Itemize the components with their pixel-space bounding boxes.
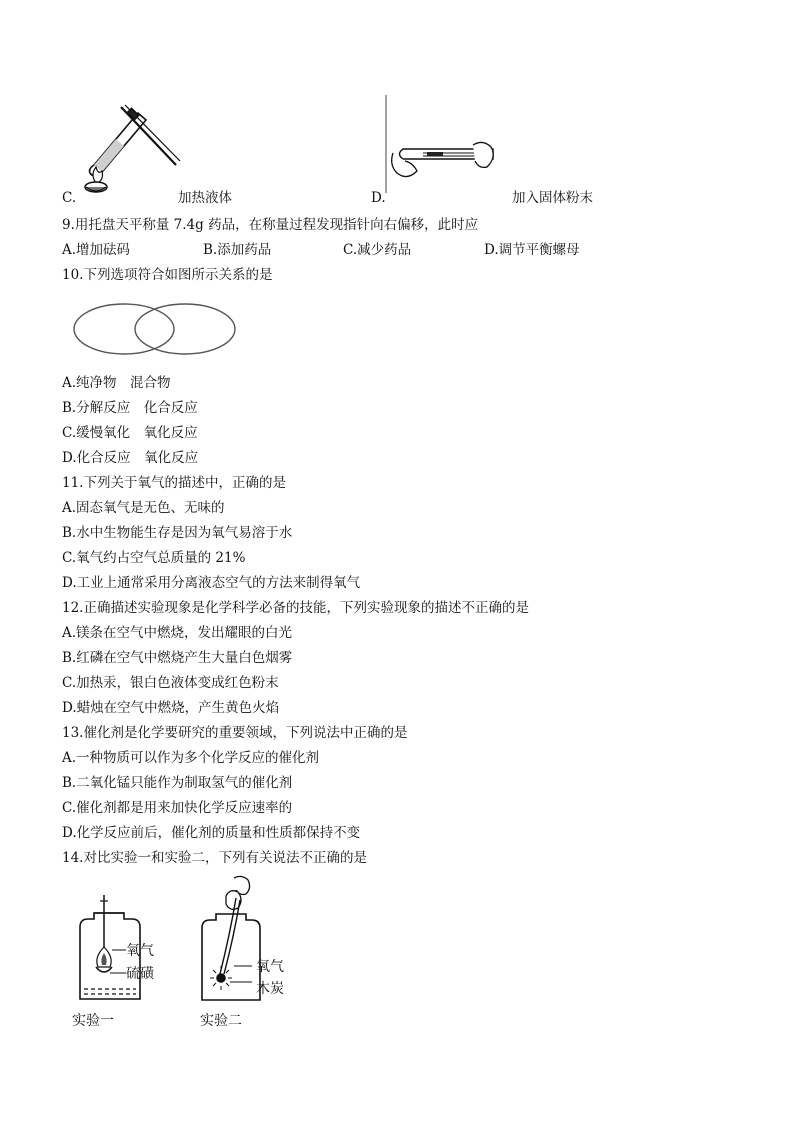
question-13-option-a[interactable]: A.一种物质可以作为多个化学反应的催化剂 [62, 750, 320, 766]
question-12-option-d[interactable]: D.蜡烛在空气中燃烧，产生黄色火焰 [62, 700, 280, 716]
question-10-stem: 10.下列选项符合如图所示关系的是 [62, 267, 273, 283]
question-10-option-c[interactable]: C.缓慢氧化 氧化反应 [62, 425, 198, 441]
question-9-option-c[interactable]: C.减少药品 [343, 242, 412, 258]
question-9-option-a[interactable]: A.增加砝码 [62, 242, 131, 258]
question-13-stem: 13.催化剂是化学要研究的重要领域，下列说法中正确的是 [62, 725, 408, 741]
question-10-option-b[interactable]: B.分解反应 化合反应 [62, 400, 198, 416]
question-11-stem: 11.下列关于氧气的描述中，正确的是 [62, 475, 286, 491]
option-c-prefix: C. [62, 190, 77, 206]
question-12-option-a[interactable]: A.镁条在空气中燃烧，发出耀眼的白光 [62, 625, 293, 641]
experiment-2-gas-label: 氧气 [256, 959, 284, 975]
question-13-option-c[interactable]: C.催化剂都是用来加快化学反应速率的 [62, 800, 293, 816]
experiment-2-title: 实验二 [200, 1013, 242, 1029]
question-13-option-b[interactable]: B.二氧化锰只能作为制取氢气的催化剂 [62, 775, 293, 791]
question-11-option-a[interactable]: A.固态氧气是无色、无味的 [62, 500, 225, 516]
question-11-option-b[interactable]: B.水中生物能生存是因为氧气易溶于水 [62, 525, 293, 541]
question-10-option-a[interactable]: A.纯净物 混合物 [62, 375, 171, 391]
question-11-option-d[interactable]: D.工业上通常采用分离液态空气的方法来制得氧气 [62, 575, 361, 591]
question-12-option-c[interactable]: C.加热汞，银白色液体变成红色粉末 [62, 675, 279, 691]
question-14-stem: 14.对比实验一和实验二，下列有关说法不正确的是 [62, 850, 367, 866]
option-d-prefix: D. [371, 190, 386, 206]
experiment-1-substance-label: 硫磺 [126, 966, 154, 982]
question-9-option-b[interactable]: B.添加药品 [203, 242, 272, 258]
experiment-2-substance-label: 木炭 [256, 981, 284, 997]
overlapping-ellipses-diagram [72, 300, 242, 358]
experiment-1-gas-label: 氧气 [126, 943, 154, 959]
experiment-1-illustration [66, 895, 176, 1005]
question-11-option-c[interactable]: C.氧气约占空气总质量的 21% [62, 550, 246, 566]
experiment-1-title: 实验一 [72, 1013, 114, 1029]
option-c-caption: 加热液体 [178, 190, 232, 206]
question-13-option-d[interactable]: D.化学反应前后，催化剂的质量和性质都保持不变 [62, 825, 361, 841]
option-d-caption: 加入固体粉末 [512, 190, 593, 206]
question-9-stem: 9.用托盘天平称量 7.4g 药品，在称量过程发现指针向右偏移，此时应 [62, 217, 479, 233]
question-9-option-d[interactable]: D.调节平衡螺母 [484, 242, 580, 258]
question-10-option-d[interactable]: D.化合反应 氧化反应 [62, 450, 199, 466]
question-12-stem: 12.正确描述实验现象是化学科学必备的技能，下列实验现象的描述不正确的是 [62, 600, 529, 616]
question-12-option-b[interactable]: B.红磷在空气中燃烧产生大量白色烟雾 [62, 650, 293, 666]
heating-liquid-illustration [76, 95, 186, 195]
adding-powder-illustration [383, 95, 503, 195]
